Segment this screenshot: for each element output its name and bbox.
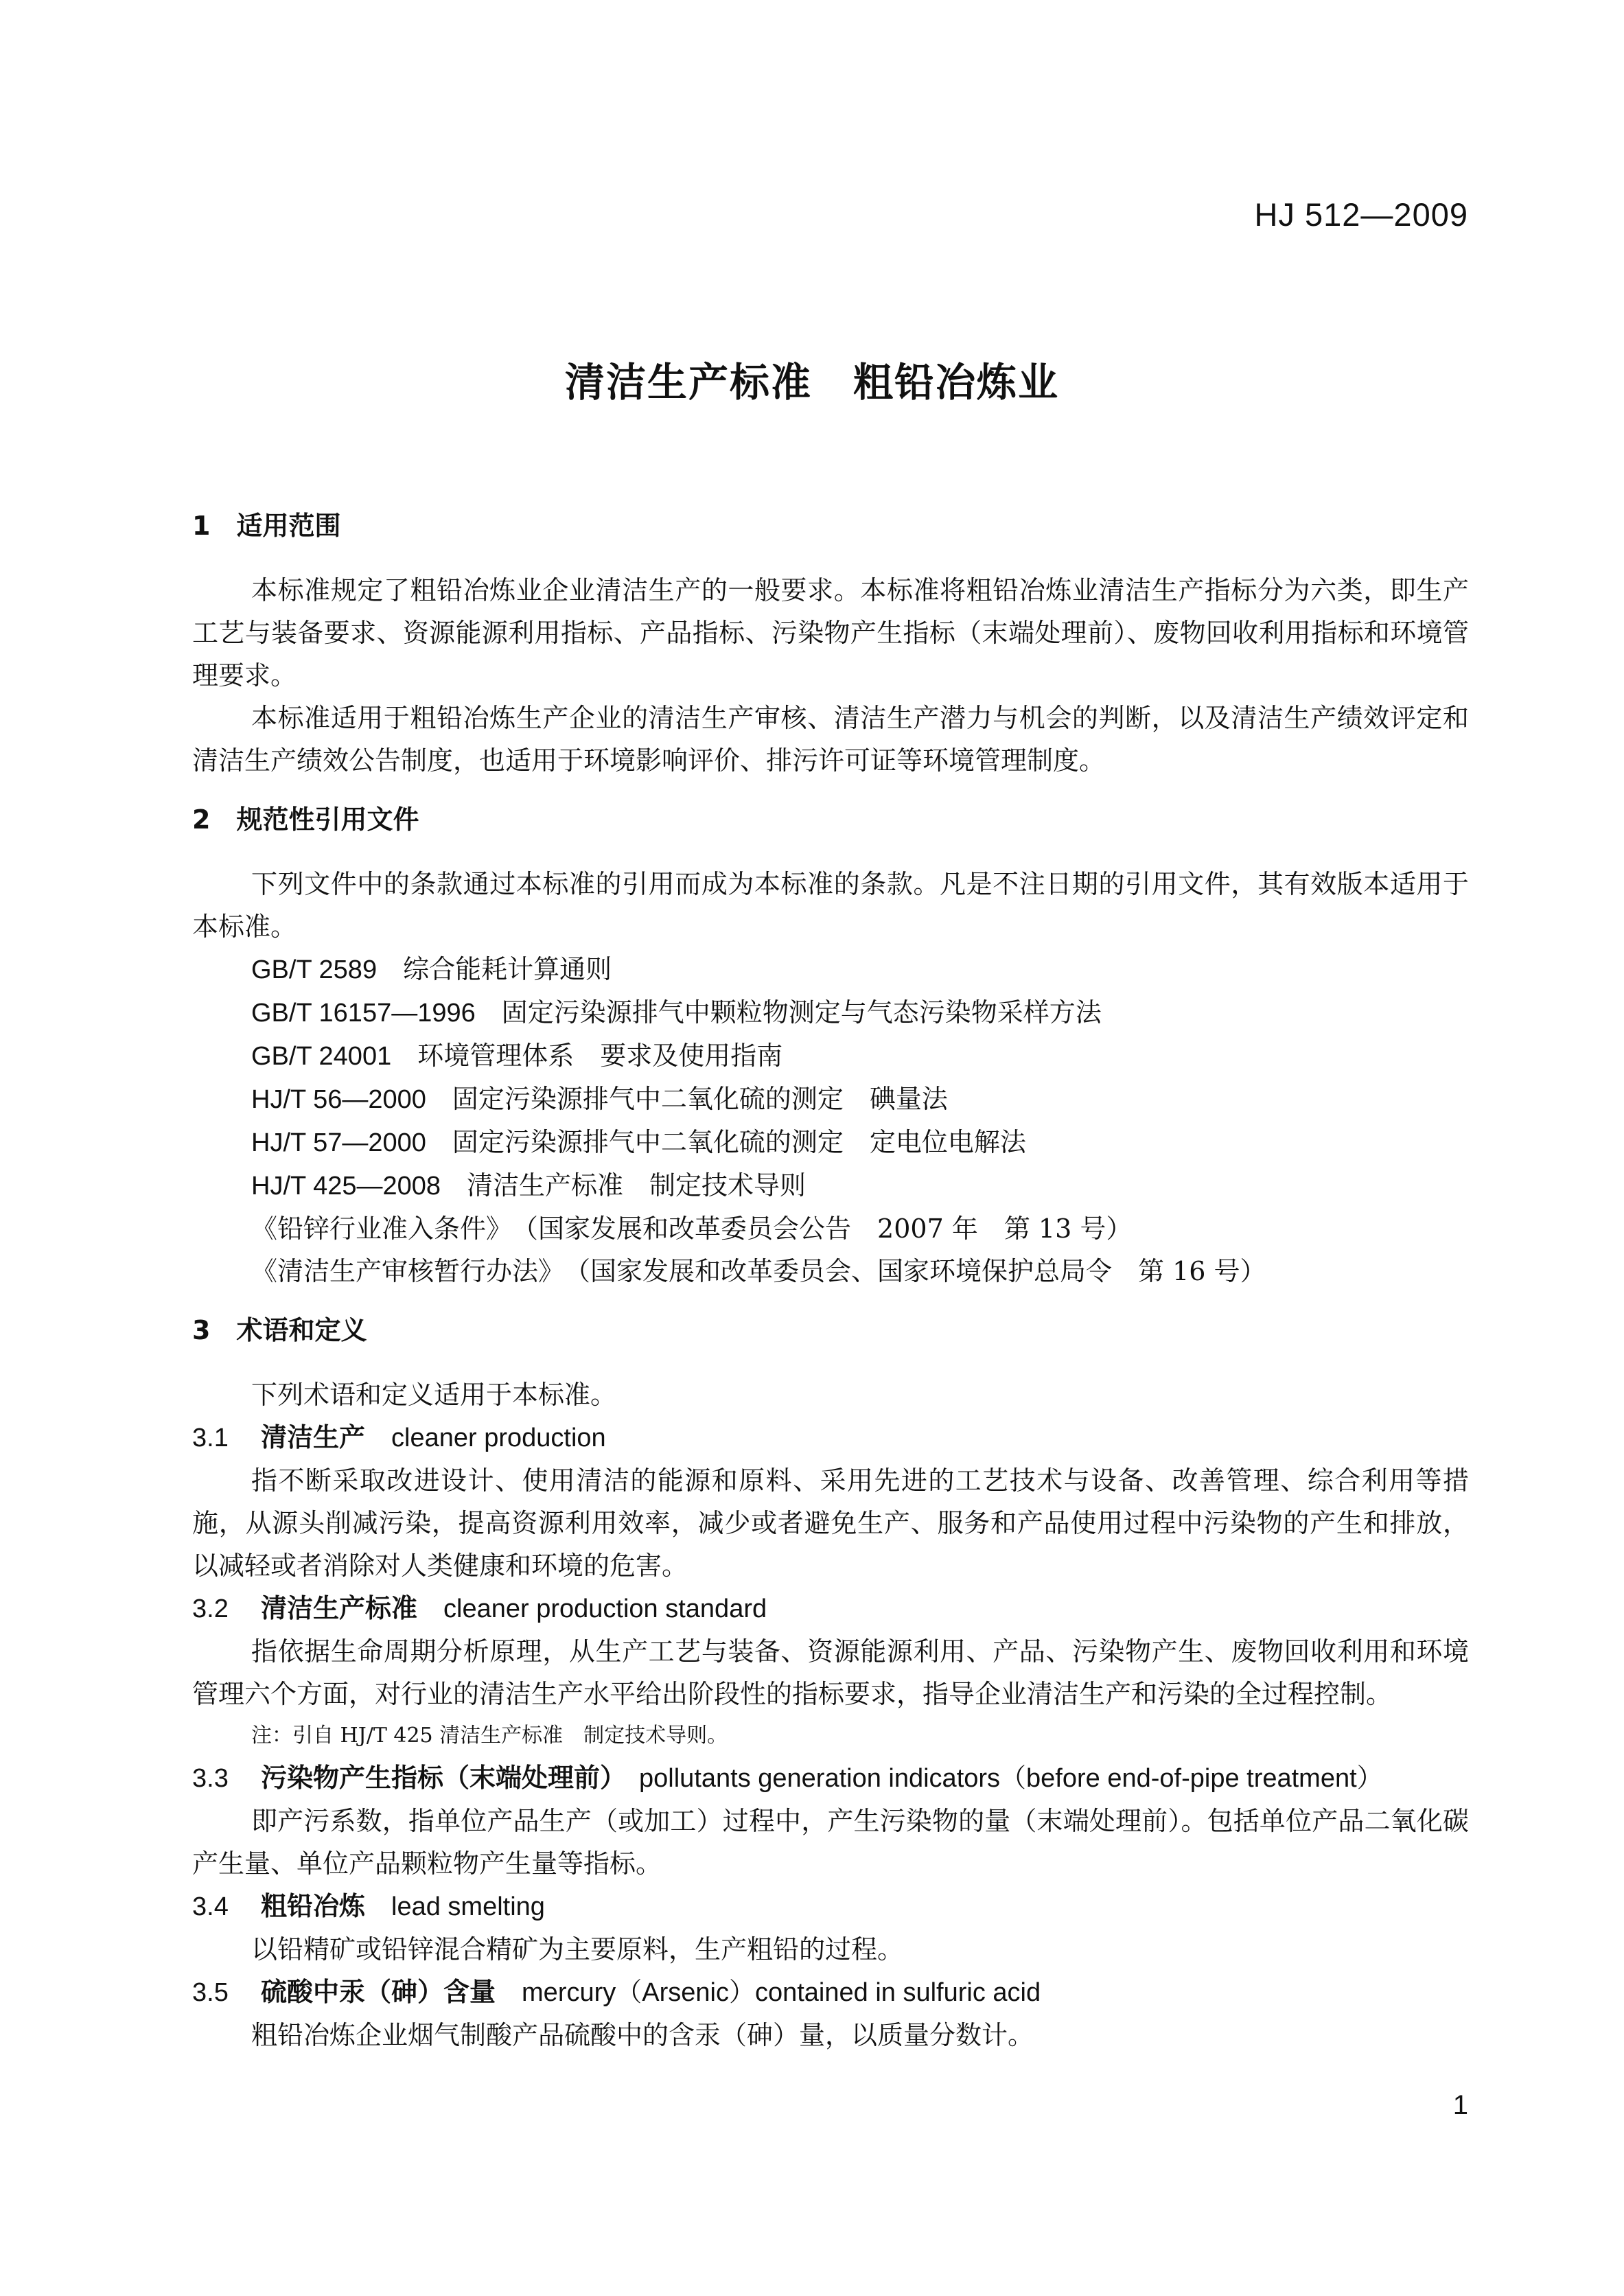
term-zh: 清洁生产标准	[261, 1593, 418, 1623]
reference-code: HJ/T 425—2008	[251, 1172, 441, 1201]
document-title: 清洁生产标准 粗铅冶炼业	[564, 359, 1059, 406]
section-heading-terms: 3 术语和定义	[192, 1315, 367, 1345]
reference-title: 固定污染源排气中二氧化硫的测定 定电位电解法	[452, 1127, 1026, 1157]
term-note: 注：引自 HJ/T 425 清洁生产标准 制定技术导则。	[251, 1724, 728, 1748]
term-zh: 清洁生产	[261, 1422, 366, 1452]
reference-item	[192, 1250, 1469, 1292]
term-zh: 污染物产生指标（末端处理前）	[261, 1763, 614, 1793]
paragraph: 下列术语和定义适用于本标准。	[251, 1380, 617, 1410]
term-definition: 粗铅冶炼企业烟气制酸产品硫酸中的含汞（砷）量，以质量分数计。	[251, 2020, 1034, 2050]
term-heading	[192, 1971, 1469, 2014]
reference-title: 清洁生产标准 制定技术导则	[467, 1170, 807, 1201]
term-heading	[192, 1416, 1469, 1459]
term-number: 3.1	[192, 1424, 229, 1452]
term-en: cleaner production	[391, 1424, 606, 1452]
reference-title: （国家发展和改革委员会、国家环境保护总局令 第 16 号）	[577, 1256, 1266, 1286]
reference-item	[192, 1121, 1469, 1164]
term-number: 3.4	[192, 1892, 229, 1921]
page-number: 1	[1452, 2090, 1468, 2120]
standard-code: HJ 512—2009	[1254, 196, 1468, 233]
reference-code: HJ/T 56—2000	[251, 1085, 426, 1114]
reference-code: 《铅锌行业准入条件》	[251, 1214, 500, 1244]
reference-item	[192, 1164, 1469, 1207]
term-definition: 以铅精矿或铅锌混合精矿为主要原料，生产粗铅的过程。	[251, 1934, 904, 1964]
term-zh: 粗铅冶炼	[261, 1891, 366, 1921]
reference-item	[192, 1034, 1469, 1078]
term-en: mercury（Arsenic）contained in sulfuric acid	[522, 1978, 1041, 2007]
reference-code: GB/T 2589	[251, 955, 378, 984]
paragraph: 本标准规定了粗铅冶炼业企业清洁生产的一般要求。本标准将粗铅冶炼业清洁生产指标分为六类，即生产工艺与装备要求、资源能源利用指标、产品指标、污染物产生指标（末端处理前）、废物回收利用指标和环境管理要求。	[192, 575, 1469, 691]
term-definition: 指不断采取改进设计、使用清洁的能源和原料、采用先进的工艺技术与设备、改善管理、综合利用等措施，从源头削减污染，提高资源利用效率，减少或者避免生产、服务和产品使用过程中污染物的产生和排放，以减轻或者消除对人类健康和环境的危害。	[192, 1465, 1469, 1581]
reference-item	[192, 1207, 1469, 1250]
term-number: 3.5	[192, 1978, 229, 2007]
reference-item	[192, 1078, 1469, 1121]
reference-code: HJ/T 57—2000	[251, 1128, 426, 1157]
term-heading	[192, 1885, 1469, 1928]
reference-title: 环境管理体系 要求及使用指南	[417, 1041, 783, 1071]
term-heading	[192, 1587, 1469, 1630]
term-definition: 即产污系数，指单位产品生产（或加工）过程中，产生污染物的量（末端处理前）。包括单位产品二氧化碳产生量、单位产品颗粒物产生量等指标。	[192, 1806, 1469, 1879]
term-number: 3.2	[192, 1595, 229, 1623]
section-heading-references: 2 规范性引用文件	[192, 804, 419, 835]
reference-title: 固定污染源排气中颗粒物测定与气态污染物采样方法	[501, 997, 1102, 1028]
reference-item	[192, 991, 1469, 1034]
reference-code: 《清洁生产审核暂行办法》	[251, 1256, 552, 1286]
reference-item	[192, 948, 1469, 991]
reference-title: 综合能耗计算通则	[403, 954, 612, 984]
term-en: pollutants generation indicators（before end-of-pipe treatment）	[639, 1764, 1383, 1793]
document-body	[192, 505, 1469, 2056]
term-definition: 指依据生命周期分析原理，从生产工艺与装备、资源能源利用、产品、污染物产生、废物回收利用和环境管理六个方面，对行业的清洁生产水平给出阶段性的指标要求，指导企业清洁生产和污染的全过程控制。	[192, 1636, 1469, 1709]
reference-code: GB/T 24001	[251, 1042, 392, 1071]
reference-title: （国家发展和改革委员会公告 2007 年 第 13 号）	[525, 1214, 1133, 1244]
term-en: lead smelting	[391, 1892, 545, 1921]
term-heading	[192, 1756, 1469, 1800]
term-number: 3.3	[192, 1764, 229, 1793]
paragraph: 下列文件中的条款通过本标准的引用而成为本标准的条款。凡是不注日期的引用文件，其有效版本适用于本标准。	[192, 869, 1469, 942]
reference-code: GB/T 16157—1996	[251, 999, 476, 1028]
term-en: cleaner production standard	[443, 1595, 767, 1623]
term-zh: 硫酸中汞（砷）含量	[261, 1977, 496, 2007]
paragraph: 本标准适用于粗铅冶炼生产企业的清洁生产审核、清洁生产潜力与机会的判断，以及清洁生产绩效评定和清洁生产绩效公告制度，也适用于环境影响评价、排污许可证等环境管理制度。	[192, 703, 1469, 776]
reference-title: 固定污染源排气中二氧化硫的测定 碘量法	[452, 1084, 948, 1114]
section-heading-scope: 1 适用范围	[192, 511, 341, 541]
